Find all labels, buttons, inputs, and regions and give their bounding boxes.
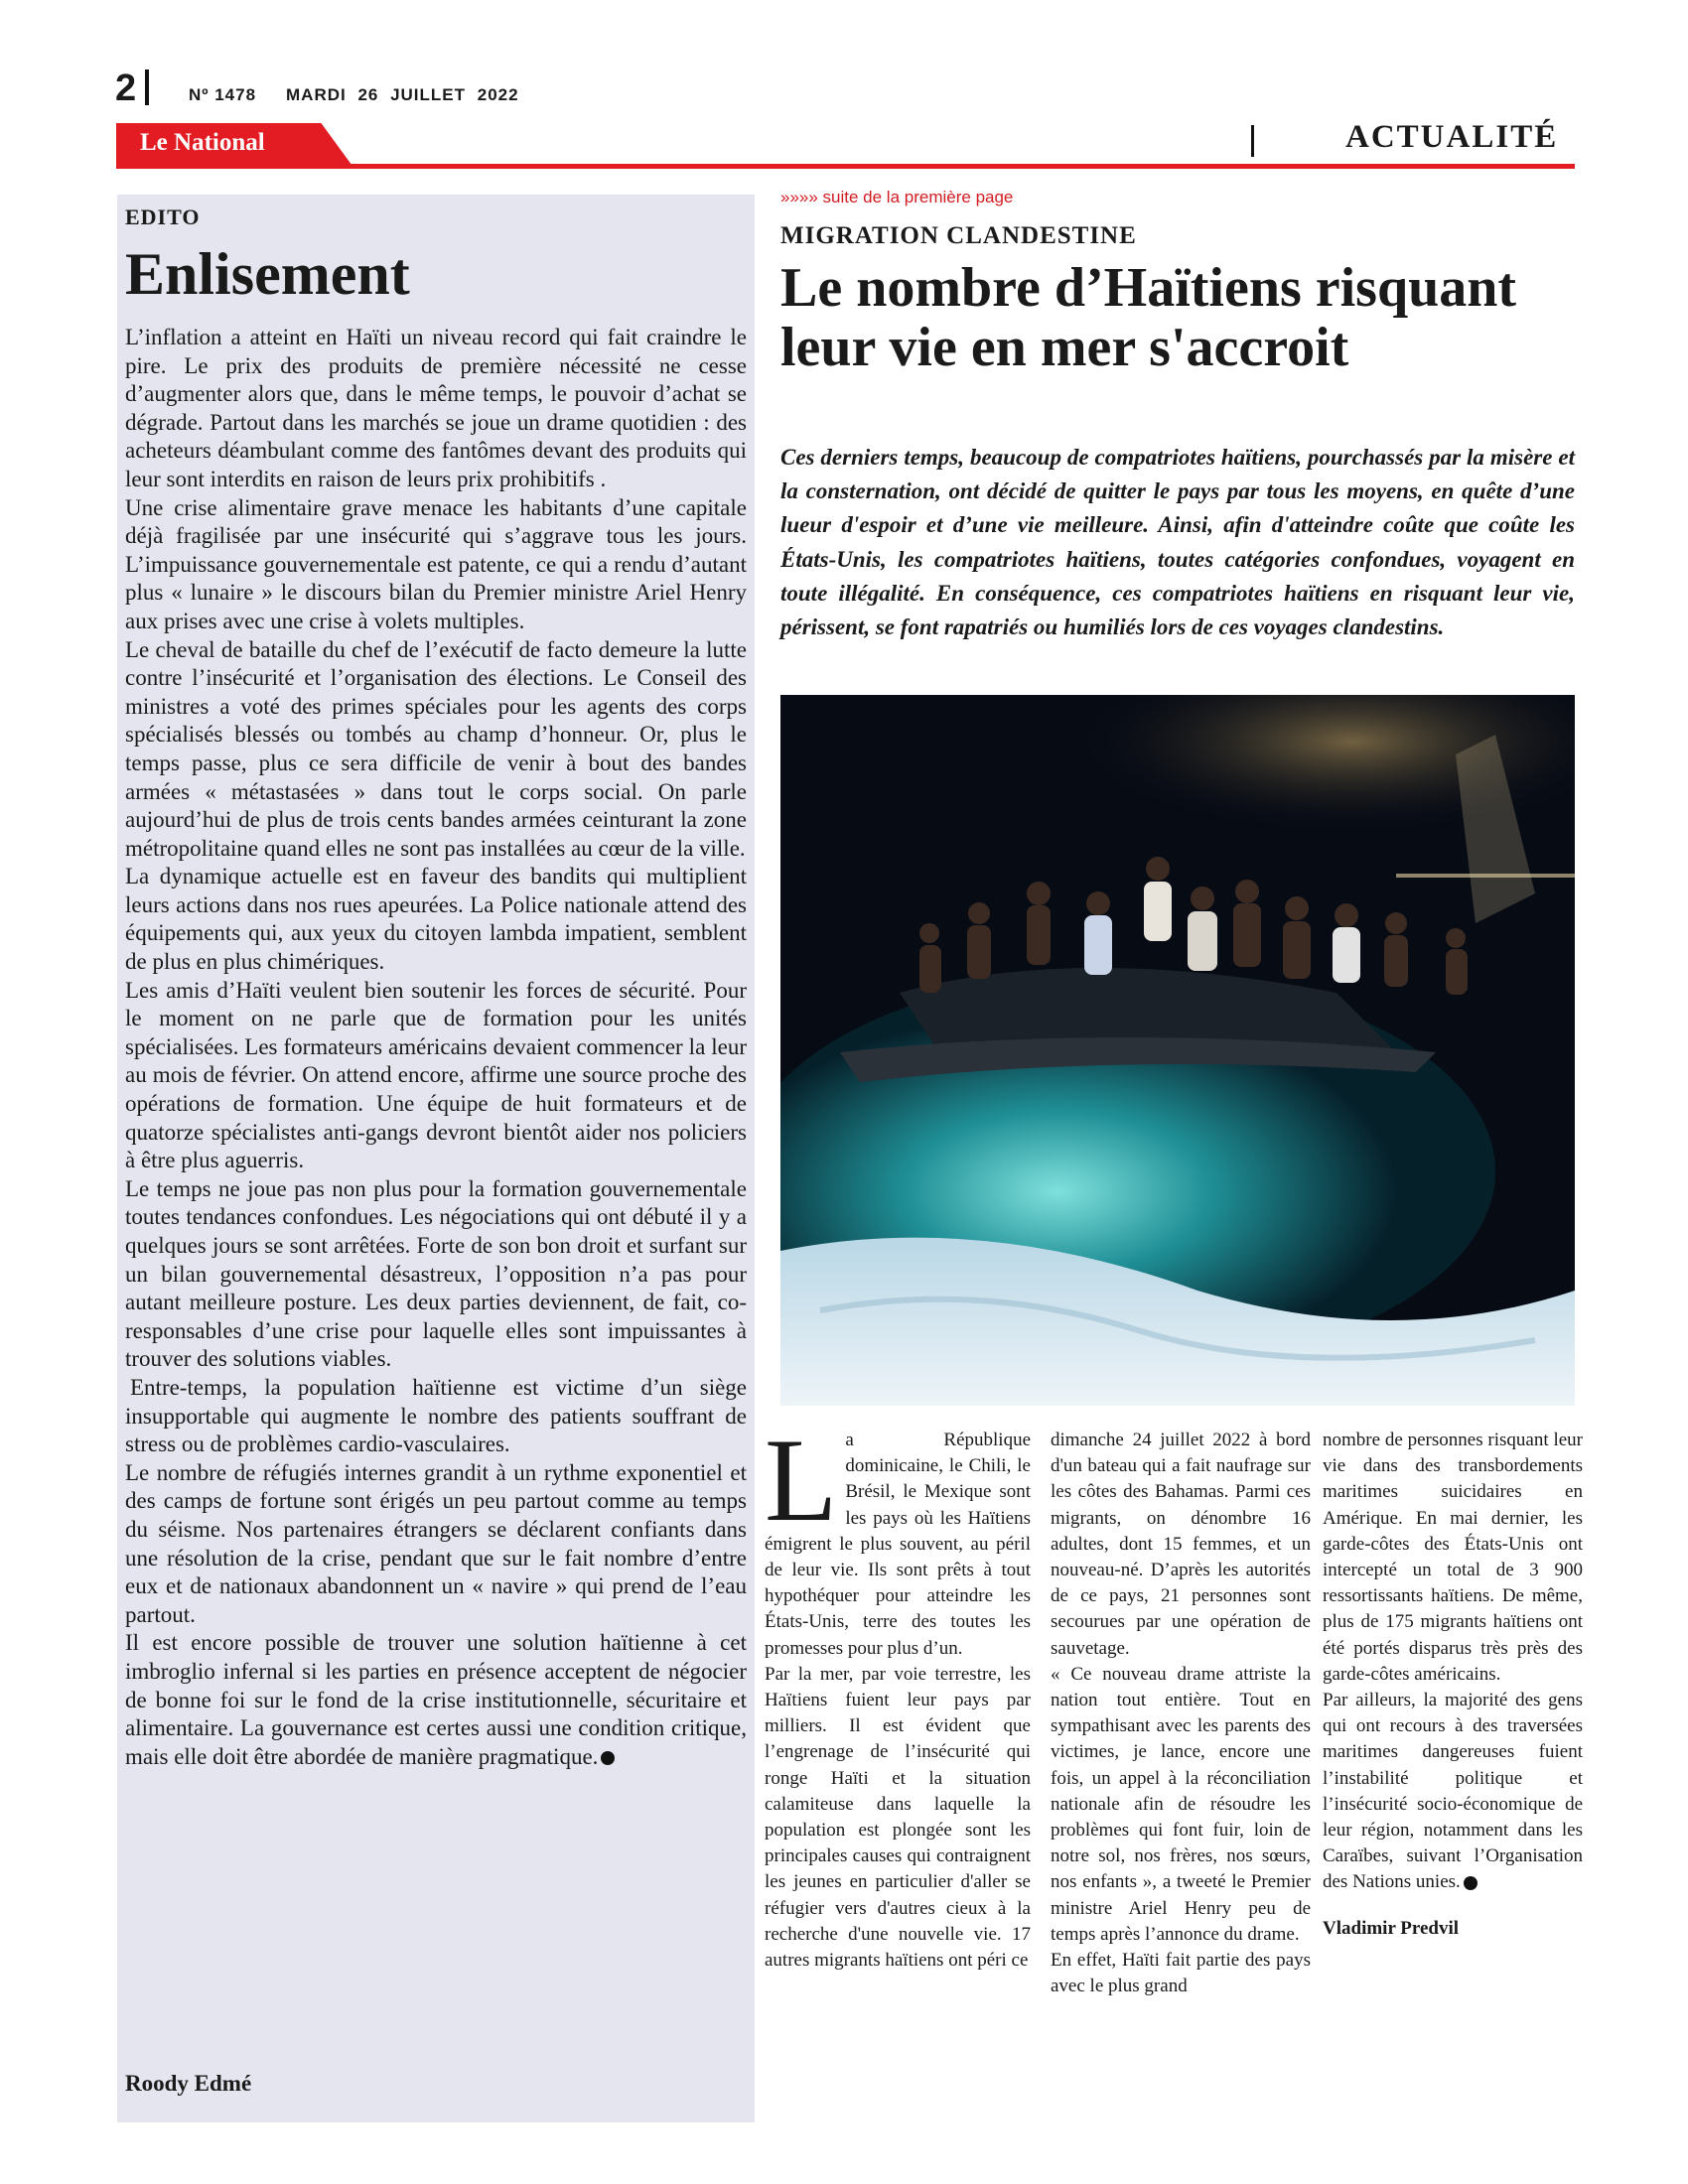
header-rule [116,164,1575,169]
page-number: 2 [115,68,137,109]
edito-box [117,195,755,2122]
edito-kicker: EDITO [125,205,201,229]
migrants-boat-photo-illustration [780,695,1575,1406]
edito-paragraph: Le nombre de réfugiés internes grandit à un rythme exponentiel et des camps de fortune sont érigés un peu partout comme au temps du séisme. Nos partenaires étrangers se déclarent confiants dans une résolution de la crise, pendant que sur le fait nombre d’entre eux et de nationaux abandonnent un « navire » qui prend de l’eau partout. [125,1459,747,1627]
article-photo [780,695,1575,1406]
brand-name: Le National [140,129,265,156]
section-divider [1251,125,1254,157]
drop-cap: L [765,1414,838,1546]
article-column-2 [1051,1428,1311,1999]
article-kicker: MIGRATION CLANDESTINE [780,222,1137,249]
article-paragraph: En effet, Haïti fait partie des pays avec le plus grand [1051,1950,1311,1997]
article-title: Le nombre d’Haïtiens risquant leur vie en mer s'accroit [780,257,1517,378]
end-mark-icon [601,1751,615,1765]
article-paragraph-text: Par ailleurs, la majorité des gens qui ont recours à des traversées maritimes dangereuses fuient l’instabilité politique et l’insécurité socio-économique de leur région, notamment dans les Caraïbes, suivant l’Organisation des Nations unies. [1323,1690,1583,1893]
edito-paragraph: Le cheval de bataille du chef de l’exécutif de facto demeure la lutte contre l’insécurité et l’organisation des élections. Le Conseil des ministres a voté des primes spéciales pour les agents des corps spécialisés blessés ou tombés au champ d’honneur. Or, plus le temps passe, plus ce sera difficile de venir à bout des bandes armées « métastasées » dans tout le corps social. On parle aujourd’hui de plus de trois cents bandes armées ceinturant la zone métropolitaine quand elles ne sont pas installées au cœur de la ville. [125,636,747,861]
edito-body [125,324,747,1771]
issue-number: Nº 1478 [189,85,257,104]
issue-date: MARDI 26 JUILLET 2022 [286,85,519,104]
section-label: ACTUALITÉ [1345,119,1559,155]
article-column-1 [765,1414,1031,1974]
edito-paragraph: Le temps ne joue pas non plus pour la formation gouvernementale toutes tendances confondues. Les négociations qui ont débuté il y a quelques jours se sont arrêtées. Forte de son bon droit et surfant sur un bilan gouvernemental désastreux, l’opposition n’a pas pour autant meilleure posture. Les deux parties deviennent, de fait, co-responsables d’une crise pour laquelle elles sont impuissantes à trouver des solutions viables. [125,1175,747,1372]
article-paragraph-last [1323,1688,1583,1896]
header-divider [145,69,149,105]
article-paragraph: Par la mer, par voie terrestre, les Haïtiens fuient leur pays par milliers. Il est évident que l’engrenage de l’insécurité qui ronge Haïti et la situation calamiteuse dans laquelle la population est plongée sont les principales causes qui contraignent les jeunes en particulier d'aller se réfugier vers d'autres cieux à la recherche d'une nouvelle vie. 17 autres migrants haïtiens ont péri ce [765,1663,1031,1972]
edito-paragraph: Les amis d’Haïti veulent bien soutenir les forces de sécurité. Pour le moment on ne parle que de formation pour les unités spécialisées. Les formateurs américains devaient commencer la leur au mois de février. On attend encore, affirme une source proche des opérations de formation. Une équipe de huit formateurs et de quatorze spécialistes anti-gangs devront bientôt aider nos policiers à être plus aguerris. [125,977,747,1173]
edito-paragraph: Entre-temps, la population haïtienne est victime d’un siège insupportable qui augmente le nombre des patients souffrant de stress ou de problèmes cardio-vasculaires. [125,1374,747,1457]
edito-paragraph-text: Il est encore possible de trouver une solution haïtienne à cet imbroglio infernal si les parties en présence acceptent de négocier de bonne foi sur le fond de la crise institutionnelle, sécuritaire et alimentaire. La gouvernance est certes aussi une condition critique, mais elle doit être abordée de manière pragmatique. [125,1630,747,1769]
article-column-3 [1323,1428,1583,1942]
article-paragraph: a République dominicaine, le Chili, le Brésil, le Mexique sont les pays où les Haïtiens émigrent le plus souvent, au péril de leur vie. Ils sont prêts à tout hypothéquer pour atteindre les États-Unis, terre des toutes les promesses pour plus d’un. [765,1430,1031,1659]
edito-paragraph: Une crise alimentaire grave menace les habitants d’une capitale déjà fragilisée par une insécurité qui s’aggrave tous les jours. L’impuissance gouvernementale est patente, ce qui a rendu d’autant plus « lunaire » le discours bilan du Premier ministre Ariel Henry aux prises avec une crise à volets multiples. [125,494,747,633]
edito-paragraph: La dynamique actuelle est en faveur des bandits qui multiplient leurs actions dans nos rues apeurées. La Police nationale attend des équipements qui, aux yeux du citoyen lambda impatient, semblent de plus en plus chimériques. [125,864,747,975]
article-lede: Ces derniers temps, beaucoup de compatriotes haïtiens, pourchassés par la misère et la consternation, ont décidé de quitter le pays par tous les moyens, en quête d’une lueur d'espoir et d’une vie meilleure. Ainsi, afin d'atteindre coûte que coûte les États-Unis, les compatriotes haïtiens, toutes catégories confondues, voyagent en toute illégalité. En conséquence, ces compatriotes haïtiens en risquant leur vie, périssent, se font rapatriés ou humiliés lors de ces voyages clandestins. [780,445,1575,640]
edito-paragraph-last [125,1629,747,1771]
edito-paragraph: L’inflation a atteint en Haïti un niveau record qui fait craindre le pire. Le prix des produits de première nécessité ne cesse d’augmenter alors que, dans le même temps, le pouvoir d’achat se dégrade. Partout dans les marchés se joue un drame quotidien : des acheteurs déambulant comme des fantômes devant des produits qui leur sont interdits en raison de leurs prix prohibitifs . [125,325,747,491]
article-paragraph: « Ce nouveau drame attriste la nation tout entière. Tout en sympathisant avec les parents des victimes, je lance, encore une fois, un appel à la réconciliation nationale afin de résoudre les problèmes qui font fuir, loin de notre sol, nos frères, nos sœurs, nos enfants », a tweeté le Premier ministre Ariel Henry peu de temps après l’annonce du drame. [1051,1663,1311,1945]
continuation-note: »»»» suite de la première page [780,188,1014,206]
article-paragraph: dimanche 24 juillet 2022 à bord d'un bateau qui a fait naufrage sur les côtes des Bahamas. Parmi ces migrants, on dénombre 16 adultes, dont 15 femmes, et un nouveau-né. D’après les autorités de ce pays, 21 personnes sont secourues par une opération de sauvetage. [1051,1430,1311,1659]
edito-signature: Roody Edmé [125,2071,252,2096]
end-mark-icon [1464,1876,1477,1890]
edito-title: Enlisement [125,241,410,307]
article-paragraph: nombre de personnes risquant leur vie dans des transbordements maritimes suicidaires en Amérique. En mai dernier, les garde-côtes des États-Unis ont intercepté un total de 3 900 ressortissants haïtiens. De même, plus de 175 migrants haïtiens ont été portés disparus très près des garde-côtes américains. [1323,1430,1583,1685]
article-byline: Vladimir Predvil [1323,1917,1460,1939]
brand-tab [116,123,354,169]
